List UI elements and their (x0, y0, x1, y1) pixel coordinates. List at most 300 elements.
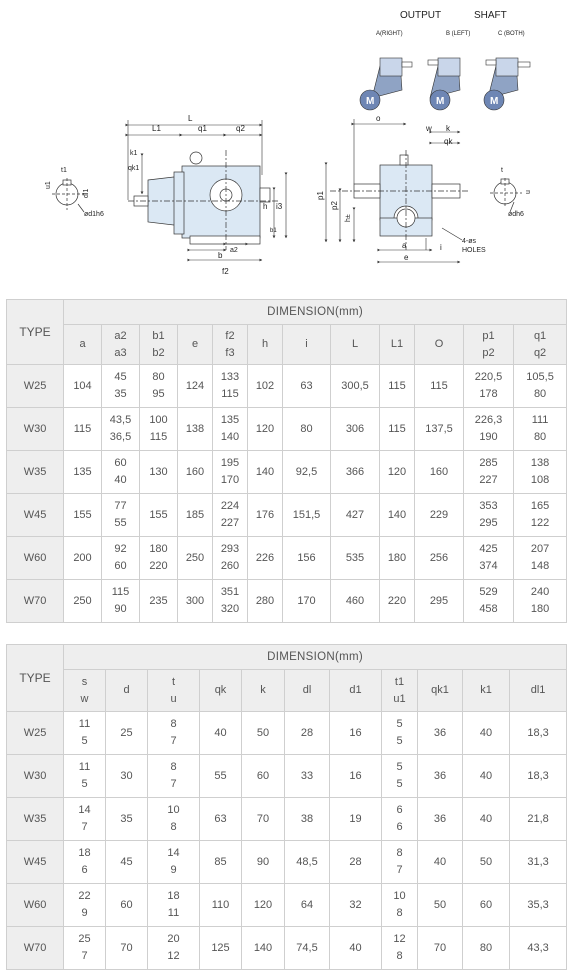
table-cell (140, 365, 178, 408)
cell-value: 11 (78, 718, 91, 730)
variant-a-motor-letter: M (366, 96, 375, 107)
table-cell (102, 365, 140, 408)
cell-value: 5 (81, 735, 88, 747)
table-row (7, 408, 567, 451)
cell-value: 45 (120, 855, 133, 868)
table-cell (283, 365, 331, 408)
cell-value: 460 (345, 594, 365, 607)
table-cell (64, 365, 102, 408)
cell-value: 137,5 (425, 422, 453, 435)
cell-value: 138 (530, 457, 550, 469)
cell-value: 11 (78, 761, 91, 773)
column-header (148, 670, 200, 712)
cell-value: 36 (433, 769, 447, 782)
table-cell (64, 494, 102, 537)
table-cell (330, 927, 382, 970)
cell-value: 64 (300, 898, 314, 911)
cell-value: 30 (120, 769, 133, 782)
table-cell (148, 712, 200, 755)
cell-value: 28 (300, 726, 314, 739)
dimension-header: DIMENSION(mm) (64, 645, 567, 670)
cell-value: 260 (220, 560, 240, 572)
table-cell (331, 451, 380, 494)
cell-value: 235 (149, 594, 168, 607)
table-cell (242, 927, 285, 970)
table-cell (106, 884, 148, 927)
type-cell: W60 (7, 884, 64, 927)
table-cell (331, 580, 380, 623)
cell-value: 10 (167, 804, 180, 816)
cell-value: 250 (73, 594, 92, 607)
type-cell: W70 (7, 580, 64, 623)
label-L: L (188, 114, 193, 123)
cell-value: 8 (170, 761, 177, 773)
table-cell (285, 841, 330, 884)
table-cell (213, 494, 248, 537)
table-cell (382, 798, 418, 841)
table-cell (248, 494, 283, 537)
column-header (510, 670, 567, 712)
label-q1: q1 (198, 124, 207, 133)
table-cell (285, 798, 330, 841)
cell-value: 95 (152, 388, 165, 400)
column-header (380, 325, 415, 365)
table-cell (463, 755, 510, 798)
gearbox-side-view (330, 150, 470, 250)
column-header-row (7, 670, 567, 712)
cell-value: 108 (530, 474, 550, 486)
table-cell (140, 494, 178, 537)
cell-value: 5 (396, 735, 403, 747)
table-cell (331, 408, 380, 451)
table-cell (213, 365, 248, 408)
cell-value: 10 (393, 890, 406, 902)
cell-value: 135 (220, 414, 240, 426)
cell-value: 155 (149, 508, 168, 521)
table-cell (283, 408, 331, 451)
cell-value: 22 (78, 890, 91, 902)
cell-value: 85 (214, 855, 227, 868)
variant-a-right-illustration (360, 31, 412, 110)
table-cell (285, 884, 330, 927)
table-cell (382, 755, 418, 798)
holes-label-line2: HOLES (462, 247, 486, 254)
table-cell (106, 755, 148, 798)
table-cell (64, 580, 102, 623)
type-cell: W35 (7, 451, 64, 494)
cell-value: 180 (387, 551, 407, 564)
column-header-label: b2 (152, 346, 165, 359)
cell-value: 224 (220, 500, 240, 512)
table-cell (382, 884, 418, 927)
cell-value: 6 (396, 821, 403, 833)
cell-value: 5 (396, 778, 403, 790)
table-cell (200, 798, 242, 841)
column-header-label: q1 (533, 329, 547, 342)
column-header (102, 325, 140, 365)
table-cell (415, 408, 464, 451)
label-f2: f2 (222, 267, 229, 276)
table-cell (148, 841, 200, 884)
cell-value: 50 (479, 855, 493, 868)
cell-value: 115 (221, 388, 239, 400)
cell-value: 226 (255, 551, 275, 564)
table-cell (64, 408, 102, 451)
column-header-label: u1 (393, 692, 406, 705)
column-header-label: t (171, 675, 176, 688)
cell-value: 6 (396, 804, 403, 816)
cell-value: 16 (349, 726, 362, 739)
cell-value: 195 (220, 457, 240, 469)
label-h: h (263, 202, 268, 211)
table-cell (102, 537, 140, 580)
label-d1h6: ød1h6 (84, 211, 104, 218)
cell-value: 111 (531, 414, 549, 426)
table-cell (200, 927, 242, 970)
cell-value: 165 (530, 500, 550, 512)
column-header-label: p1 (482, 329, 495, 342)
table-cell (418, 841, 463, 884)
cell-value: 110 (211, 898, 230, 911)
column-header-label: k (260, 684, 266, 696)
cell-value: 5 (81, 778, 88, 790)
cell-value: 8 (396, 950, 403, 962)
table-cell (106, 798, 148, 841)
column-header-label: a2 (114, 329, 127, 342)
table-cell (380, 451, 415, 494)
label-hh: h± (345, 214, 352, 222)
output-shaft-section-view (490, 178, 522, 212)
cell-value: 14 (167, 847, 180, 859)
cell-value: 115 (388, 422, 406, 435)
cell-value: 100 (149, 414, 168, 426)
cell-value: 250 (185, 551, 205, 564)
table-row (7, 927, 567, 970)
type-cell: W25 (7, 365, 64, 408)
column-header-label: e (191, 338, 199, 350)
cell-value: 102 (255, 379, 275, 392)
cell-value: 40 (433, 855, 447, 868)
cell-value: 180 (530, 603, 550, 615)
table-cell (102, 494, 140, 537)
cell-value: 156 (297, 551, 316, 564)
cell-value: 70 (256, 812, 270, 825)
table-cell (140, 537, 178, 580)
table-cell (285, 712, 330, 755)
cell-value: 14 (78, 804, 91, 816)
cell-value: 40 (214, 726, 227, 739)
cell-value: 9 (170, 864, 177, 876)
table-cell (200, 884, 242, 927)
cell-value: 43,5 (109, 414, 132, 426)
table-cell (148, 755, 200, 798)
cell-value: 80 (533, 388, 547, 400)
cell-value: 77 (114, 500, 127, 512)
cell-value: 140 (387, 508, 407, 521)
cell-value: 115 (388, 379, 406, 392)
table-cell (514, 451, 567, 494)
table-cell (102, 580, 140, 623)
cell-value: 31,3 (527, 855, 549, 868)
cell-value: 105,5 (526, 371, 554, 383)
table-cell (464, 365, 514, 408)
column-header (382, 670, 418, 712)
table-cell (213, 408, 248, 451)
table-row (7, 712, 567, 755)
table-cell (64, 537, 102, 580)
column-header-label: d1 (349, 684, 362, 696)
gearbox-dimension-drawing (0, 0, 581, 290)
cell-value: 295 (479, 517, 498, 529)
cell-value: 36,5 (109, 431, 132, 443)
label-o: o (376, 114, 381, 123)
table-row (7, 884, 567, 927)
table-cell (213, 451, 248, 494)
cell-value: 130 (149, 465, 168, 478)
cell-value: 320 (220, 603, 240, 615)
table-cell (285, 927, 330, 970)
table-cell (510, 927, 567, 970)
table-cell (463, 841, 510, 884)
cell-value: 207 (530, 543, 550, 555)
table-cell (64, 798, 106, 841)
table-cell (514, 408, 567, 451)
table-cell (514, 365, 567, 408)
type-cell: W30 (7, 408, 64, 451)
column-header-label: b1 (152, 329, 165, 342)
column-header (64, 325, 102, 365)
label-L1: L1 (152, 124, 161, 133)
table-cell (242, 841, 285, 884)
table-cell (106, 712, 148, 755)
table-cell (382, 927, 418, 970)
label-dh6: ødh6 (508, 211, 524, 218)
column-header-label: k1 (480, 684, 492, 696)
table-cell (330, 755, 382, 798)
gearbox-front-view (128, 150, 280, 250)
column-header (178, 325, 213, 365)
cell-value: 427 (345, 508, 365, 521)
table-cell (380, 537, 415, 580)
label-i: i (440, 243, 442, 252)
cell-value: 178 (479, 388, 498, 400)
table-cell (415, 537, 464, 580)
cell-value: 133 (220, 371, 240, 383)
table-cell (178, 365, 213, 408)
table-cell (330, 798, 382, 841)
column-header-label: L1 (390, 338, 404, 350)
table-row (7, 841, 567, 884)
cell-value: 8 (170, 821, 177, 833)
table-cell (148, 798, 200, 841)
column-header (330, 670, 382, 712)
type-cell: W25 (7, 712, 64, 755)
table-row (7, 365, 567, 408)
cell-value: 151,5 (292, 508, 321, 521)
column-header-label: w (80, 692, 89, 705)
table-cell (64, 451, 102, 494)
column-header-label: p2 (482, 346, 495, 359)
cell-value: 12 (393, 933, 406, 945)
table-cell (510, 755, 567, 798)
type-cell: W45 (7, 494, 64, 537)
cell-value: 12 (167, 950, 180, 962)
cell-value: 90 (256, 855, 270, 868)
table-cell (64, 927, 106, 970)
table-cell (331, 365, 380, 408)
table-cell (283, 537, 331, 580)
cell-value: 18 (167, 890, 180, 902)
table-cell (200, 712, 242, 755)
table-cell (464, 408, 514, 451)
table-cell (380, 494, 415, 537)
column-header (242, 670, 285, 712)
table-cell (415, 365, 464, 408)
table-cell (418, 927, 463, 970)
table-cell (380, 408, 415, 451)
cell-value: 70 (433, 941, 447, 954)
cell-value: 125 (211, 941, 230, 954)
cell-value: 458 (479, 603, 498, 615)
table-cell (64, 884, 106, 927)
cell-value: 45 (114, 371, 127, 383)
cell-value: 138 (185, 422, 205, 435)
cell-value: 300 (185, 594, 205, 607)
table-cell (248, 580, 283, 623)
table-cell (248, 408, 283, 451)
cell-value: 351 (220, 586, 240, 598)
table-cell (64, 755, 106, 798)
cell-value: 90 (114, 603, 127, 615)
cell-value: 60 (114, 560, 127, 572)
table-cell (178, 451, 213, 494)
label-q2: q2 (236, 124, 245, 133)
cell-value: 20 (167, 933, 180, 945)
table-cell (242, 798, 285, 841)
variant-b-label: B (LEFT) (446, 31, 471, 37)
holes-label-line1: 4-øs (462, 238, 476, 245)
cell-value: 176 (255, 508, 275, 521)
cell-value: 220,5 (474, 371, 503, 383)
table-cell (178, 580, 213, 623)
cell-value: 148 (530, 560, 550, 572)
cell-value: 36 (433, 726, 447, 739)
cell-value: 92 (114, 543, 127, 555)
table-cell (242, 712, 285, 755)
label-p2: p2 (330, 201, 339, 210)
column-header-label: qk1 (431, 684, 449, 696)
column-header-label: dl (302, 684, 312, 696)
cell-value: 124 (185, 379, 205, 392)
label-b1: b1 (270, 228, 277, 234)
cell-value: 185 (185, 508, 205, 521)
table-cell (283, 580, 331, 623)
table-cell (200, 755, 242, 798)
cell-value: 18 (78, 847, 91, 859)
label-k: k (446, 124, 450, 133)
cell-value: 80 (152, 371, 165, 383)
cell-value: 40 (479, 726, 493, 739)
column-header (213, 325, 248, 365)
cell-value: 92,5 (295, 465, 318, 478)
cell-value: 425 (479, 543, 498, 555)
table-cell (178, 494, 213, 537)
column-header-label: qk (214, 684, 227, 696)
shaft-header: SHAFT (474, 10, 507, 21)
table-cell (248, 537, 283, 580)
cell-value: 5 (396, 718, 403, 730)
table-cell (213, 537, 248, 580)
table-row (7, 451, 567, 494)
cell-value: 115 (149, 431, 168, 443)
cell-value: 40 (349, 941, 362, 954)
variant-b-left-illustration (428, 31, 470, 110)
cell-value: 104 (73, 379, 92, 392)
table-cell (64, 712, 106, 755)
table-cell (382, 712, 418, 755)
table-row (7, 755, 567, 798)
label-w: w (426, 124, 432, 133)
table-cell (415, 580, 464, 623)
cell-value: 220 (149, 560, 168, 572)
table-cell (415, 451, 464, 494)
cell-value: 190 (479, 431, 498, 443)
cell-value: 115 (73, 422, 92, 435)
table-cell (330, 712, 382, 755)
cell-value: 200 (73, 551, 92, 564)
table-cell (140, 580, 178, 623)
table-cell (380, 580, 415, 623)
cell-value: 115 (111, 586, 130, 598)
column-header-label: L (351, 338, 359, 350)
cell-value: 60 (114, 457, 127, 469)
column-header-label: t1 (394, 675, 405, 688)
column-header-label: u (170, 692, 177, 705)
column-header-label: i (305, 338, 308, 350)
table-cell (285, 755, 330, 798)
cell-value: 295 (429, 594, 449, 607)
cell-value: 35 (114, 388, 127, 400)
cell-value: 293 (220, 543, 240, 555)
cell-value: 8 (396, 907, 403, 919)
cell-value: 70 (120, 941, 133, 954)
table-cell (418, 798, 463, 841)
cell-value: 80 (533, 431, 547, 443)
cell-value: 7 (170, 778, 177, 790)
cell-value: 256 (429, 551, 449, 564)
type-cell: W35 (7, 798, 64, 841)
column-header-label: O (434, 338, 444, 350)
table-cell (463, 712, 510, 755)
label-qk: qk (444, 137, 453, 146)
cell-value: 306 (345, 422, 365, 435)
column-header (140, 325, 178, 365)
column-header (64, 670, 106, 712)
cell-value: 220 (387, 594, 407, 607)
table-cell (464, 580, 514, 623)
column-header (200, 670, 242, 712)
output-header: OUTPUT (400, 10, 442, 21)
cell-value: 9 (81, 907, 88, 919)
cell-value: 226,3 (474, 414, 503, 426)
cell-value: 25 (78, 933, 91, 945)
cell-value: 74,5 (296, 941, 318, 954)
cell-value: 7 (81, 821, 88, 833)
cell-value: 28 (349, 855, 362, 868)
table-cell (464, 494, 514, 537)
table-cell (331, 494, 380, 537)
table-cell (242, 884, 285, 927)
